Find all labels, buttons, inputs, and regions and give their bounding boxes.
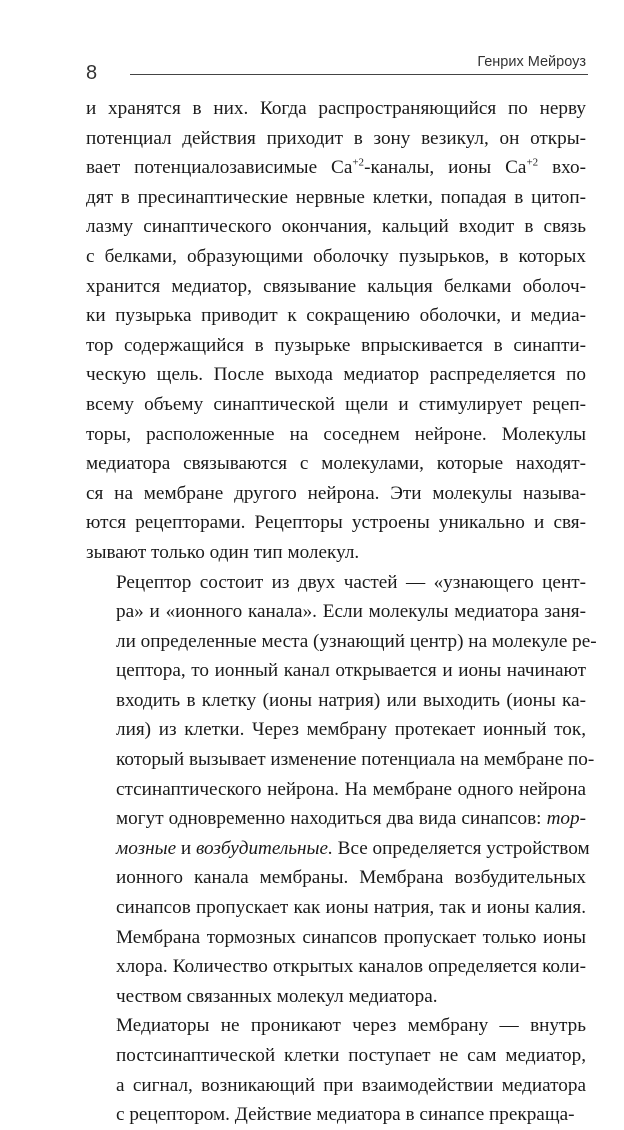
text-line: а сигнал, возникающий при взаимодействии медиатора — [116, 1074, 586, 1096]
text-line: и хранятся в них. Когда распространяющийся по нерву — [86, 98, 586, 119]
text-line: тор содержащийся в пузырьке впрыскивается в синапти- — [86, 334, 586, 356]
text-line: синапсов пропускает как ионы натрия, так и ионы калия. — [116, 897, 586, 919]
text-line: дят в пресинаптические нервные клетки, попадая в цитоп- — [86, 186, 586, 208]
running-head: Генрих Мейроуз — [467, 54, 586, 70]
text-line: ся на мембране другого нейрона. Эти молекулы называ- — [86, 482, 586, 504]
text-line: ются рецепторами. Рецепторы устроены уникально и свя- — [86, 512, 586, 534]
text-line: лазму синаптического окончания, кальций входит в связь — [86, 216, 586, 238]
text-line: постсинаптической клетки поступает не сам медиатор, — [116, 1045, 586, 1066]
text-line: лия) из клетки. Через мембрану протекает ионный ток, — [116, 719, 586, 741]
text-line: медиатора связываются с молекулами, которые находят- — [86, 453, 586, 475]
text-line: Рецептор состоит из двух частей — «узнающего цент- — [116, 571, 586, 593]
text-line: цептора, то ионный канал открывается и ионы начинают — [116, 660, 586, 682]
text-line: с рецептором. Действие медиатора в синапсе прекраща- — [116, 1104, 575, 1126]
page-number: 8 — [86, 62, 98, 84]
text-line: Медиаторы не проникают через мембрану — внутрь — [116, 1015, 586, 1037]
text-line: ческую щель. После выхода медиатор распределяется по — [86, 364, 586, 386]
superscript: +2 — [352, 156, 365, 169]
text-line: входить в клетку (ионы натрия) или выходить (ионы ка- — [116, 689, 586, 711]
text-line: ли определенные места (узнающий центр) на молекуле ре- — [116, 630, 597, 652]
text-line: мозные и возбудительные. Все определяется устройством — [116, 837, 590, 859]
text-line: ки пузырька приводит к сокращению оболочки, и медиа- — [86, 305, 586, 327]
text-line: Мембрана тормозных синапсов пропускает только ионы — [116, 926, 586, 948]
superscript: +2 — [526, 156, 539, 169]
italic-term: возбудительные. — [195, 837, 333, 859]
text-line: чеством связанных молекул медиатора. — [116, 985, 438, 1007]
header-rule — [130, 74, 588, 75]
paragraph — [86, 1011, 586, 1129]
text-line: потенциал действия приходит в зону везикул, он откры- — [86, 127, 586, 149]
text-line: который вызывает изменение потенциала на мембране по- — [116, 749, 595, 771]
text-line: хранится медиатор, связывание кальция белками оболоч- — [86, 275, 586, 297]
body-text — [86, 94, 597, 1130]
italic-term: мозные — [116, 837, 177, 859]
text-line: с белками, образующими оболочку пузырьков, в которых — [86, 245, 586, 267]
text-line: вает потенциалозависимые $Ca^{+2}$-каналы, ионы $Ca^{+2}$ вхо- — [86, 156, 586, 179]
text-line: стсинаптического нейрона. На мембране одного нейрона — [116, 778, 586, 800]
text-line: ионного канала мембраны. Мембрана возбудительных — [116, 867, 586, 889]
paragraph — [86, 568, 597, 1012]
italic-term: тор- — [546, 808, 586, 830]
text-line: зывают только один тип молекул. — [86, 541, 360, 563]
text-line: хлора. Количество открытых каналов определяется коли- — [116, 956, 586, 978]
text-line: торы, расположенные на соседнем нейроне. Молекулы — [86, 423, 586, 445]
text-line: могут одновременно находиться два вида синапсов: тор- — [116, 808, 586, 830]
paragraph — [86, 94, 586, 568]
text-line: всему объему синаптической щели и стимулирует рецеп- — [86, 393, 586, 415]
text-line: ра» и «ионного канала». Если молекулы медиатора заня- — [116, 601, 586, 623]
page-header — [80, 54, 588, 84]
